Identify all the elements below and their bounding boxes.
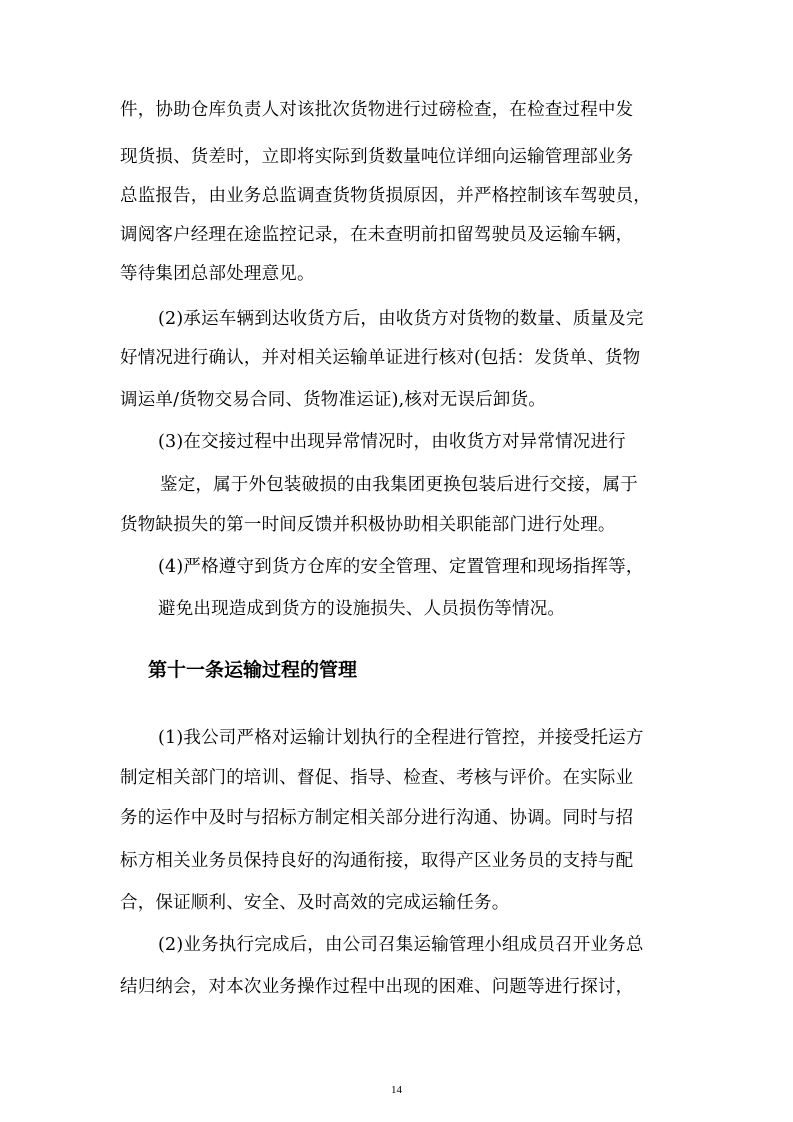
- text-line: 总监报告，由业务总监调查货物货损原因，并严格控制该车驾驶员，: [120, 186, 651, 206]
- text-line: 调阅客户经理在途监控记录，在未查明前扣留驾驶员及运输车辆，: [120, 225, 634, 245]
- text-line: 等待集团总部处理意见。: [120, 264, 315, 284]
- text-line: 货物缺损失的第一时间反馈并积极协助相关职能部门进行处理。: [120, 515, 616, 535]
- text-line: 标方相关业务员保持良好的沟通衔接，取得产区业务员的支持与配: [120, 851, 634, 871]
- section-heading: 第十一条运输过程的管理: [148, 659, 358, 681]
- text-line: 鉴定，属于外包装破损的由我集团更换包装后进行交接，属于: [160, 475, 638, 495]
- text-line: 现货损、货差时，立即将实际到货数量吨位详细向运输管理部业务: [120, 147, 634, 167]
- text-line: 调运单/货物交易合同、货物准运证),核对无误后卸货。: [120, 390, 546, 410]
- text-line: 合，保证顺利、安全、及时高效的完成运输任务。: [120, 893, 510, 913]
- text-line: 好情况进行确认，并对相关运输单证进行核对(包括：发货单、货物: [120, 348, 641, 368]
- text-line: 避免出现造成到货方的设施损失、人员损伤等情况。: [158, 599, 566, 619]
- text-line: (2)业务执行完成后，由公司召集运输管理小组成员召开业务总: [158, 935, 644, 955]
- text-line: (3)在交接过程中出现异常情况时，由收货方对异常情况进行: [158, 432, 626, 452]
- text-line: (2)承运车辆到达收货方后，由收货方对货物的数量、质量及完: [158, 309, 644, 329]
- text-line: (4)严格遵守到货方仓库的安全管理、定置管理和现场指挥等，: [158, 557, 644, 577]
- page-number: 14: [391, 1084, 402, 1096]
- text-line: 件，协助仓库负责人对该批次货物进行过磅检查，在检查过程中发: [120, 100, 634, 120]
- text-line: 制定相关部门的培训、督促、指导、检查、考核与评价。在实际业: [120, 768, 634, 788]
- text-line: (1)我公司严格对运输计划执行的全程进行管控，并接受托运方: [158, 728, 644, 748]
- text-line: 结归纳会，对本次业务操作过程中出现的困难、问题等进行探讨，: [120, 977, 634, 997]
- text-line: 务的运作中及时与招标方制定相关部分进行沟通、协调。同时与招: [120, 808, 634, 828]
